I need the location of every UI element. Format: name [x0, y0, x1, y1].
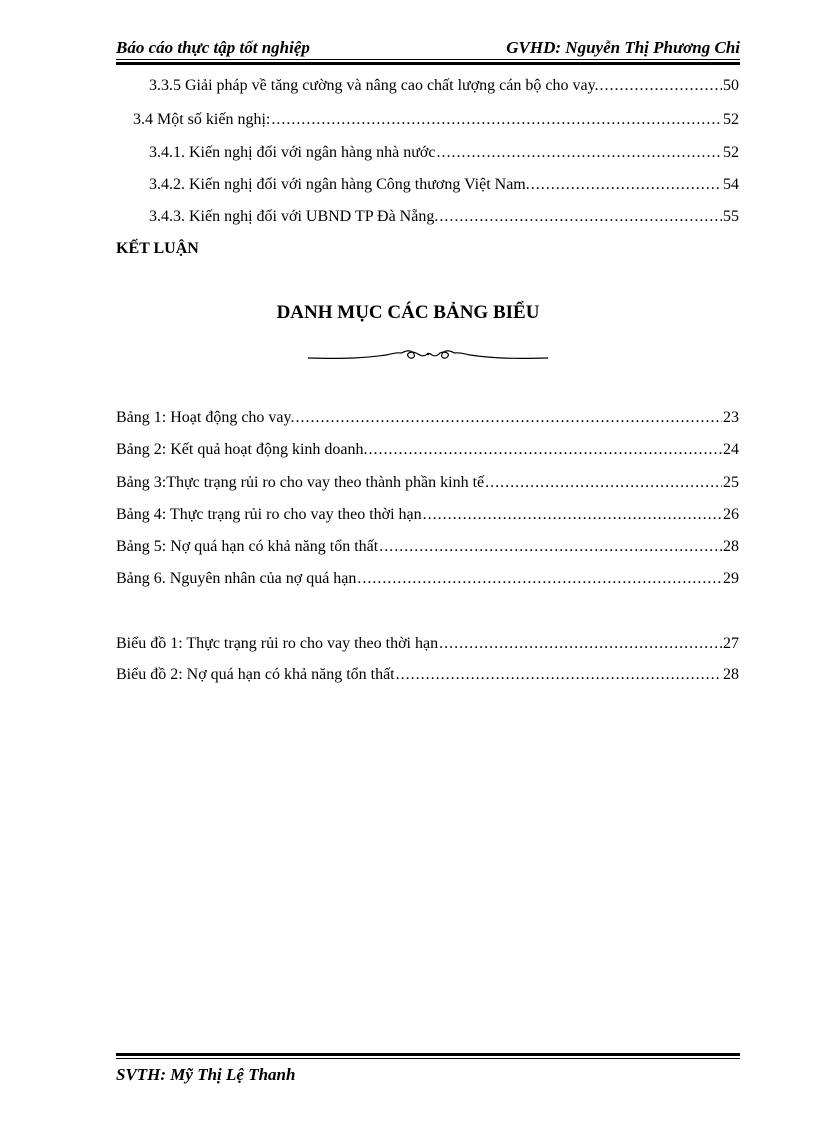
table-item-text: Bảng 6. Nguyên nhân của nợ quá hạn — [116, 570, 357, 587]
page-header — [116, 38, 740, 58]
chart-item-page: 28 — [723, 666, 739, 683]
table-item-page: 29 — [723, 570, 739, 587]
toc-leader — [436, 144, 722, 162]
chart-list-item — [116, 635, 739, 653]
table-list-item — [116, 441, 739, 459]
toc-entry — [149, 77, 739, 95]
table-item-page: 26 — [723, 506, 739, 523]
toc-entry — [149, 176, 739, 194]
chart-item-page: 27 — [723, 635, 739, 652]
toc-leader — [369, 441, 722, 459]
table-list-item — [116, 506, 739, 524]
table-item-page: 25 — [723, 474, 739, 491]
toc-leader — [531, 176, 722, 194]
conclusion-heading: KẾT LUẬN — [116, 240, 199, 257]
page-footer — [116, 1065, 295, 1085]
toc-leader — [439, 635, 722, 653]
footer-rule-thick — [116, 1053, 740, 1056]
list-title: DANH MỤC CÁC BẢNG BIỂU — [276, 302, 540, 323]
table-item-text: Bảng 2: Kết quả hoạt động kinh doanh. — [116, 441, 368, 458]
table-item-text: Bảng 4: Thực trạng rủi ro cho vay theo thời hạn — [116, 506, 422, 523]
toc-leader — [485, 474, 722, 492]
table-item-text: Bảng 1: Hoạt động cho vay. — [116, 409, 295, 426]
table-list-item — [116, 409, 739, 427]
toc-entry — [133, 111, 739, 129]
chart-list-item — [116, 666, 739, 684]
header-report-title: Báo cáo thực tập tốt nghiệp — [116, 38, 310, 57]
footer-rule-thin — [116, 1058, 740, 1059]
toc-entry-text: 3.4.2. Kiến nghị đối với ngân hàng Công thương Việt Nam. — [149, 176, 530, 193]
toc-leader — [357, 570, 722, 588]
header-advisor: GVHD: Nguyễn Thị Phương Chi — [506, 38, 740, 57]
table-list-item — [116, 474, 739, 492]
toc-entry-text: 3.4.3. Kiến nghị đối với UBND TP Đà Nẵng. — [149, 208, 439, 225]
toc-leader — [439, 208, 722, 226]
toc-entry-page: 52 — [723, 144, 739, 161]
toc-entry-text: 3.4.1. Kiến nghị đối với ngân hàng nhà nước — [149, 144, 436, 161]
toc-leader — [271, 111, 722, 129]
table-item-page: 24 — [723, 441, 739, 458]
toc-leader — [396, 666, 722, 684]
toc-entry-page: 55 — [723, 208, 739, 225]
ornament-divider-icon — [306, 344, 550, 366]
toc-leader — [379, 538, 722, 556]
toc-leader — [423, 506, 722, 524]
table-item-page: 28 — [723, 538, 739, 555]
chart-item-text: Biểu đồ 2: Nợ quá hạn có khả năng tổn thất — [116, 666, 395, 683]
toc-entry-text: 3.3.5 Giải pháp về tăng cường và nâng cao chất lượng cán bộ cho vay. — [149, 77, 599, 94]
footer-student: SVTH: Mỹ Thị Lệ Thanh — [116, 1065, 296, 1084]
toc-entry — [149, 144, 739, 162]
table-list-item — [116, 538, 739, 556]
toc-leader — [600, 77, 722, 95]
header-rule-thin — [116, 59, 740, 60]
toc-leader — [295, 409, 722, 427]
toc-entry-page: 52 — [723, 111, 739, 128]
header-rule-thick — [116, 62, 740, 65]
toc-entry — [149, 208, 739, 226]
toc-entry-page: 50 — [723, 77, 739, 94]
toc-entry-text: 3.4 Một số kiến nghị: — [133, 111, 271, 128]
chart-item-text: Biểu đồ 1: Thực trạng rủi ro cho vay theo thời hạn — [116, 635, 439, 652]
table-item-page: 23 — [723, 409, 739, 426]
table-item-text: Bảng 3:Thực trạng rủi ro cho vay theo thành phần kinh tế — [116, 474, 485, 491]
toc-entry-page: 54 — [723, 176, 739, 193]
table-item-text: Bảng 5: Nợ quá hạn có khả năng tổn thất — [116, 538, 379, 555]
table-list-item — [116, 570, 739, 588]
